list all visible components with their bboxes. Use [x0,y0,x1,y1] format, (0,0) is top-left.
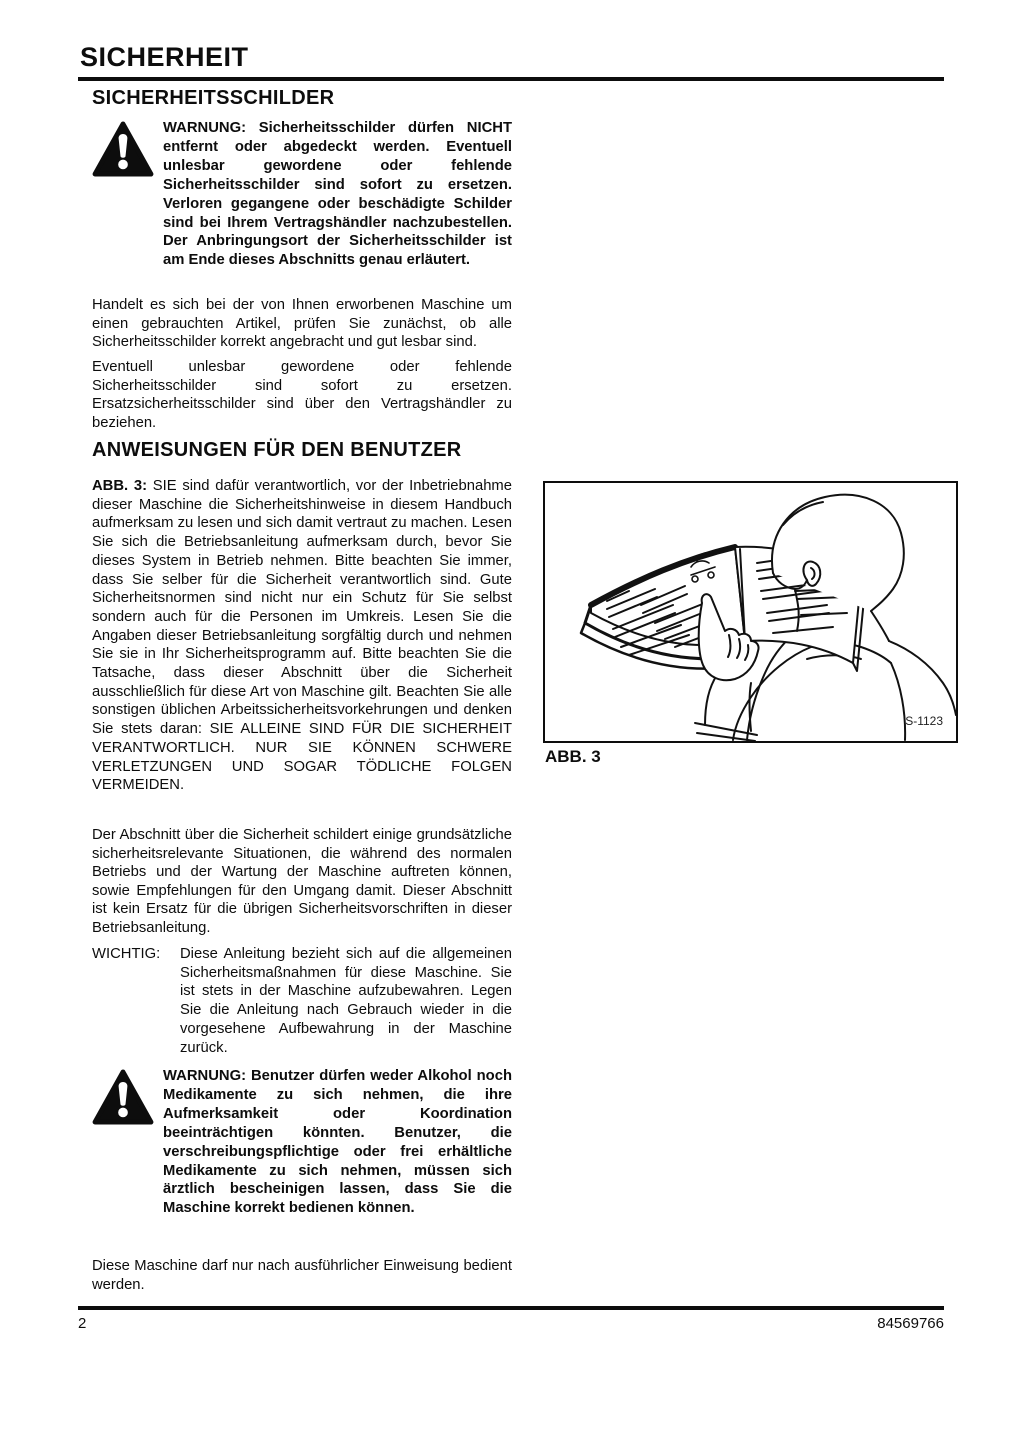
warning-text: WARNUNG: Sicherheitsschilder dürfen NICHT entfernt oder abgedeckt werden. Eventuell unlesbar gewordene oder fehlende Sicherheitsschilder sind sofort zu ersetzen. Verloren gegangene oder beschädigte Schilder sind bei Ihrem Vertragshändler nachzubestellen. Der Anbringungsort der Sicherheitsschilder ist am Ende dieses Abschnitts genau erläutert. [163,120,512,269]
section-heading-anweisungen: ANWEISUNGEN FÜR DEN BENUTZER [92,439,462,461]
footer-divider [78,1306,944,1310]
paragraph-abb3 [92,477,512,795]
abb3-label: ABB. 3: [92,478,148,494]
reading-person-illustration [545,483,956,741]
warning-block-schilder [92,119,512,270]
figure-image-code: S-1123 [905,714,943,728]
figure-caption: ABB. 3 [545,747,601,766]
warning-triangle-icon [92,1069,154,1125]
warning-block-benutzer [92,1067,512,1218]
page-title: SICHERHEIT [80,42,249,72]
footer-doc-number: 84569766 [877,1315,944,1332]
wichtig-text: Diese Anleitung bezieht sich auf die allgemeinen Sicherheitsmaßnahmen für diese Maschine. Sie ist stets in der Maschine aufzubewahren. Legen Sie die Anleitung nach Gebrauch wieder in die vorgesehene Aufbewahrung in der Maschine zurück. [180,946,512,1056]
footer-page-number: 2 [78,1315,87,1332]
paragraph-ersatzschilder: Eventuell unlesbar gewordene oder fehlende Sicherheitsschilder sind sofort zu ersetzen. Ersatzsicherheitsschilder sind über den Vertragshändler zu beziehen. [92,359,512,431]
figure-abb3 [543,481,958,743]
paragraph-einweisung: Diese Maschine darf nur nach ausführlicher Einweisung bedient werden. [92,1258,512,1293]
wichtig-label: WICHTIG: [92,946,161,962]
paragraph-abschnitt-sicherheit: Der Abschnitt über die Sicherheit schildert einige grundsätzliche sicherheitsrelevante Situationen, die während des normalen Betriebs und der Wartung der Maschine auftreten können, sowie Empfehlungen für den Umgang damit. Dieser Abschnitt ist kein Ersatz für die übrigen Sicherheitsvorschriften in dieser Betriebsanleitung. [92,827,512,936]
abb3-text: SIE sind dafür verantwortlich, vor der Inbetriebnahme dieser Maschine die Sicherheitshinweise in diesem Handbuch aufmerksam zu lesen und sich damit vertraut zu machen. Lesen Sie sich die Betriebsanleitung aufmerksam durch, bevor Sie dieses System in Betrieb nehmen. Bitte beachten Sie immer, dass Sie selber für die Sicherheit verantwortlich sind. Gute Sicherheitsnormen sind nicht nur ein Schutz für Sie selbst sondern auch für die Personen im Umkreis. Lesen Sie die Angaben dieser Betriebsanleitung sorgfältig durch und nehmen Sie sie in Ihr Sicherheitsprogramm auf. Bitte beachten Sie die Tatsache, dass dieser Abschnitt über die Sicherheit ausschließlich für diese Art von Maschine gilt. Beachten Sie alle sonstigen üblichen Arbeitssicherheitsvorkehrungen und denken Sie stets daran: SIE ALLEINE SIND FÜR DIE SICHERHEIT VERANTWORTLICH. NUR SIE KÖNNEN SCHWERE VERLETZUNGEN UND SOGAR TÖDLICHE FOLGEN VERMEIDEN. [92,478,512,794]
warning-text: WARNUNG: Benutzer dürfen weder Alkohol noch Medikamente zu sich nehmen, die ihre Aufmerksamkeit oder Koordination beeinträchtigen könnten. Benutzer, die verschreibungspflichtige oder frei erhältliche Medikamente zu sich nehmen, müssen sich ärztlich bescheinigen lassen, dass Sie die Maschine korrekt bedienen können. [163,1068,512,1217]
wichtig-note [92,945,512,1057]
section-heading-sicherheitsschilder: SICHERHEITSSCHILDER [92,87,335,109]
paragraph-gebrauchte-maschine: Handelt es sich bei der von Ihnen erworbenen Maschine um einen gebrauchten Artikel, prüfen Sie zunächst, ob alle Sicherheitsschilder korrekt angebracht und gut lesbar sind. [92,297,512,350]
warning-triangle-icon [92,121,154,177]
title-divider [78,77,944,81]
